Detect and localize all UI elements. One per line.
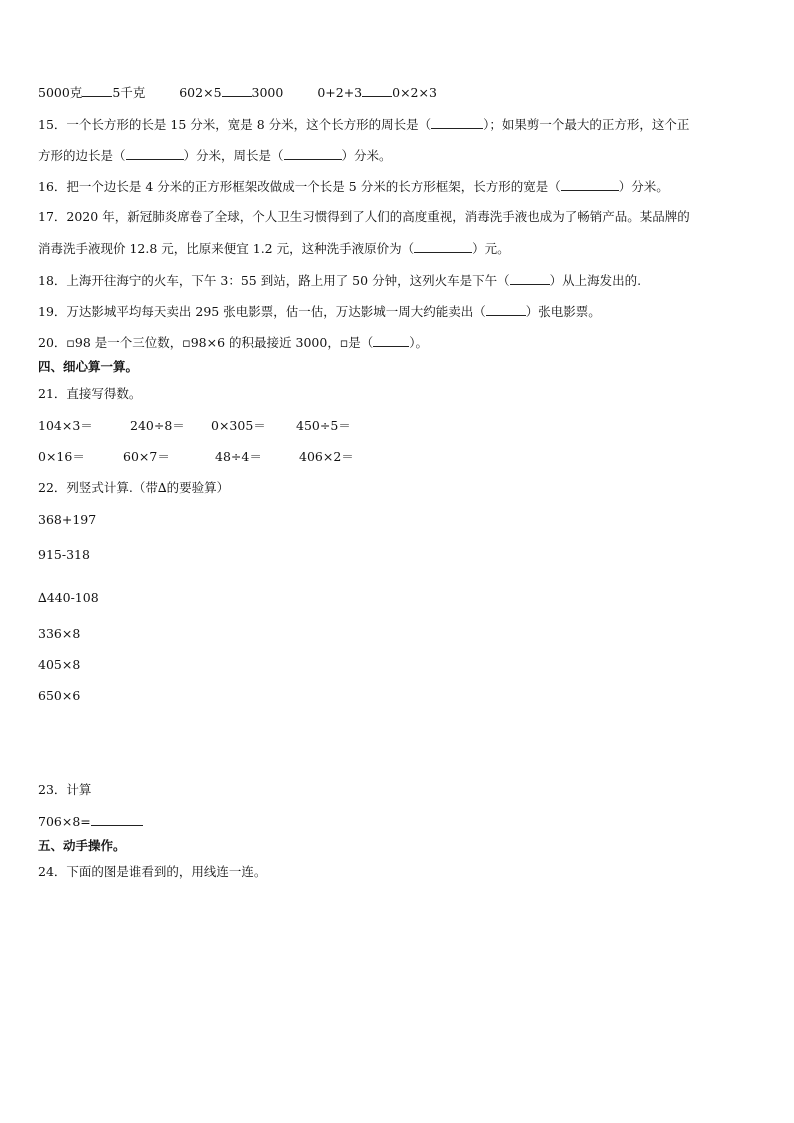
- q22-item-6: 650×6: [38, 688, 81, 703]
- q19-blank[interactable]: [486, 303, 526, 316]
- q20-blank[interactable]: [373, 334, 409, 347]
- q21-r2-item-1: 0×16＝: [38, 449, 85, 464]
- question-21-title: 21．直接写得数。: [38, 386, 142, 401]
- question-19: [38, 303, 601, 320]
- q21-r1-item-3: 0×305＝: [211, 418, 266, 433]
- q17-text-1: 17．2020 年，新冠肺炎席卷了全球，个人卫生习惯得到了人们的高度重视，消毒洗手液也成为了畅销产品。某品牌的: [38, 209, 690, 224]
- compare-a-right: 5千克: [112, 85, 146, 100]
- compare-c-blank[interactable]: [362, 84, 392, 97]
- compare-c-right: 0×2×3: [392, 85, 437, 100]
- q22-item-3: ∆440-108: [38, 590, 99, 605]
- q17-text-2: 消毒洗手液现价 12.8 元，比原来便宜 1.2 元，这种洗手液原价为（: [38, 241, 415, 256]
- q22-item-1: 368+197: [38, 512, 97, 527]
- compare-b-left: 602×5: [179, 85, 222, 100]
- q16-text-1: 16．把一个边长是 4 分米的正方形框架改做成一个长是 5 分米的长方形框架，长方形的宽是（: [38, 179, 561, 194]
- q15-text-5: ）分米。: [341, 148, 392, 163]
- q17-blank[interactable]: [414, 240, 472, 253]
- q21-r1-item-4: 450÷5＝: [296, 418, 351, 433]
- q15-text-3: 方形的边长是（: [38, 148, 126, 163]
- question-23-title: 23．计算: [38, 782, 92, 797]
- section-4-heading: 四、细心算一算。: [38, 359, 139, 374]
- compare-a-blank[interactable]: [82, 84, 112, 97]
- q23-expression-row: [38, 813, 143, 830]
- q17-text-3: ）元。: [472, 241, 510, 256]
- question-15-line2: [38, 147, 392, 164]
- q21-r2-item-4: 406×2＝: [299, 449, 354, 464]
- q15-blank-side[interactable]: [126, 147, 184, 160]
- q18-text-2: ）从上海发出的.: [549, 273, 642, 288]
- q15-text-2: ）；如果剪一个最大的正方形，这个正: [483, 117, 690, 132]
- q21-row-2: [38, 449, 369, 465]
- q16-blank[interactable]: [561, 178, 619, 191]
- question-18: [38, 272, 641, 289]
- q18-text-1: 18．上海开往海宁的火车，下午 3：55 到站，路上用了 50 分钟，这列火车是下午（: [38, 273, 510, 288]
- q20-text-1: 20．▫98 是一个三位数，▫98×6 的积最接近 3000，▫是（: [38, 335, 374, 350]
- question-17-line2: [38, 240, 510, 257]
- q19-text-1: 19．万达影城平均每天卖出 295 张电影票，估一估，万达影城一周大约能卖出（: [38, 304, 486, 319]
- question-20: [38, 334, 428, 351]
- q21-r1-item-1: 104×3＝: [38, 418, 93, 433]
- q19-text-2: ）张电影票。: [525, 304, 601, 319]
- q21-r2-item-3: 48÷4＝: [215, 449, 262, 464]
- compare-b-blank[interactable]: [222, 84, 252, 97]
- q23-answer-blank[interactable]: [91, 813, 143, 826]
- q18-blank[interactable]: [510, 272, 550, 285]
- q15-text-1: 15．一个长方形的长是 15 分米，宽是 8 分米，这个长方形的周长是（: [38, 117, 432, 132]
- section-5-heading: 五、动手操作。: [38, 838, 126, 853]
- q16-text-2: ）分米。: [618, 179, 669, 194]
- question-17-line1: [38, 209, 690, 225]
- question-15-line1: [38, 116, 689, 133]
- q22-item-5: 405×8: [38, 657, 81, 672]
- q22-item-2: 915-318: [38, 547, 90, 562]
- q15-text-4: ）分米，周长是（: [183, 148, 284, 163]
- q22-item-4: 336×8: [38, 626, 81, 641]
- compare-b-right: 3000: [251, 85, 284, 100]
- question-22-title: 22．列竖式计算.（带∆的要验算）: [38, 480, 230, 495]
- question-16: [38, 178, 669, 195]
- question-24: 24．下面的图是谁看到的，用线连一连。: [38, 864, 267, 879]
- compare-c-left: 0+2+3: [317, 85, 363, 100]
- q15-blank-perimeter[interactable]: [431, 116, 483, 129]
- compare-row: [38, 84, 437, 101]
- q15-blank-square-perimeter[interactable]: [284, 147, 342, 160]
- q21-r2-item-2: 60×7＝: [123, 449, 170, 464]
- q21-r1-item-2: 240÷8＝: [130, 418, 185, 433]
- q20-text-2: ）。: [409, 335, 429, 350]
- q23-expression: 706×8=: [38, 814, 91, 829]
- q21-row-1: [38, 418, 366, 434]
- compare-a-left: 5000克: [38, 85, 83, 100]
